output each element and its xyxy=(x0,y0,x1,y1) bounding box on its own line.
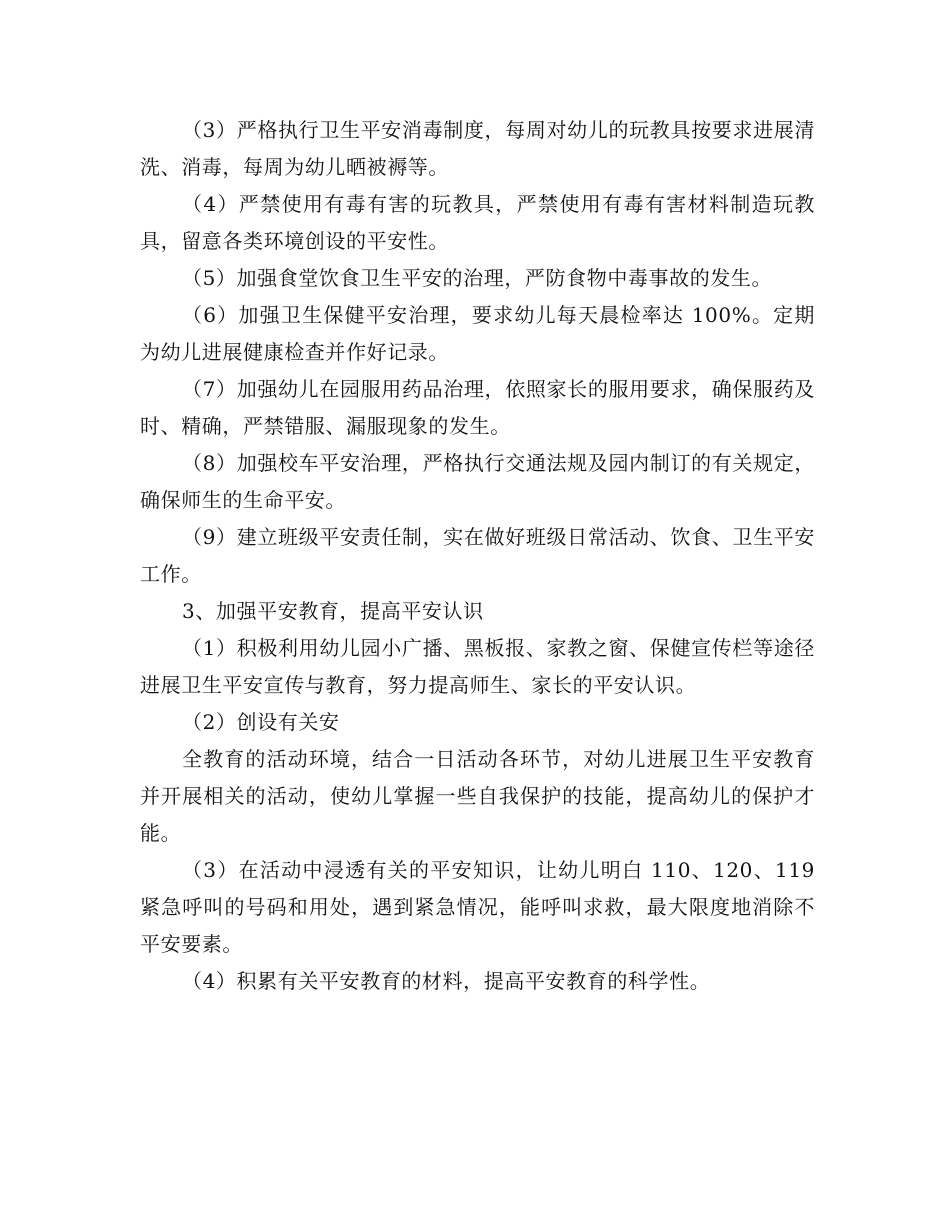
document-page xyxy=(140,112,815,1000)
paragraph-item-2-environment: （2）创设有关安 xyxy=(182,710,340,734)
paragraph-item-3-disinfection: （3）严格执行卫生平安消毒制度，每周对幼儿的玩教具按要求进展清洗、消毒，每周为幼儿晒被褥等。 xyxy=(140,118,815,179)
paragraph-item-5-canteen: （5）加强食堂饮食卫生平安的治理，严防食物中毒事故的发生。 xyxy=(182,266,773,290)
paragraph-item-6-health-check: （6）加强卫生保健平安治理，要求幼儿每天晨检率达 100%。定期为幼儿进展健康检查并作好记录。 xyxy=(140,303,815,364)
paragraph-item-7-medicine: （7）加强幼儿在园服用药品治理，依照家长的服用要求，确保服药及时、精确，严禁错服、漏服现象的发生。 xyxy=(140,377,815,438)
paragraph-item-4-toys: （4）严禁使用有毒有害的玩教具，严禁使用有毒有害材料制造玩教具，留意各类环境创设的平安性。 xyxy=(140,192,815,253)
paragraph-item-8-school-bus: （8）加强校车平安治理，严格执行交通法规及园内制订的有关规定，确保师生的生命平安。 xyxy=(140,451,815,512)
paragraph-item-2-continued: 全教育的活动环境，结合一日活动各环节，对幼儿进展卫生平安教育并开展相关的活动，使幼儿掌握一些自我保护的技能，提高幼儿的保护才能。 xyxy=(140,747,815,845)
paragraph-item-1-publicity: （1）积极利用幼儿园小广播、黑板报、家教之窗、保健宣传栏等途径进展卫生平安宣传与教育，努力提高师生、家长的平安认识。 xyxy=(140,636,815,697)
section-heading-safety-education: 3、加强平安教育，提高平安认识 xyxy=(182,599,484,623)
paragraph-item-4-materials: （4）积累有关平安教育的材料，提高平安教育的科学性。 xyxy=(182,969,711,993)
paragraph-item-3-knowledge: （3）在活动中浸透有关的平安知识，让幼儿明白 110、120、119 紧急呼叫的号码和用处，遇到紧急情况，能呼叫求救，最大限度地消除不平安要素。 xyxy=(140,858,815,956)
paragraph-item-9-class-responsibility: （9）建立班级平安责任制，实在做好班级日常活动、饮食、卫生平安工作。 xyxy=(140,525,815,586)
